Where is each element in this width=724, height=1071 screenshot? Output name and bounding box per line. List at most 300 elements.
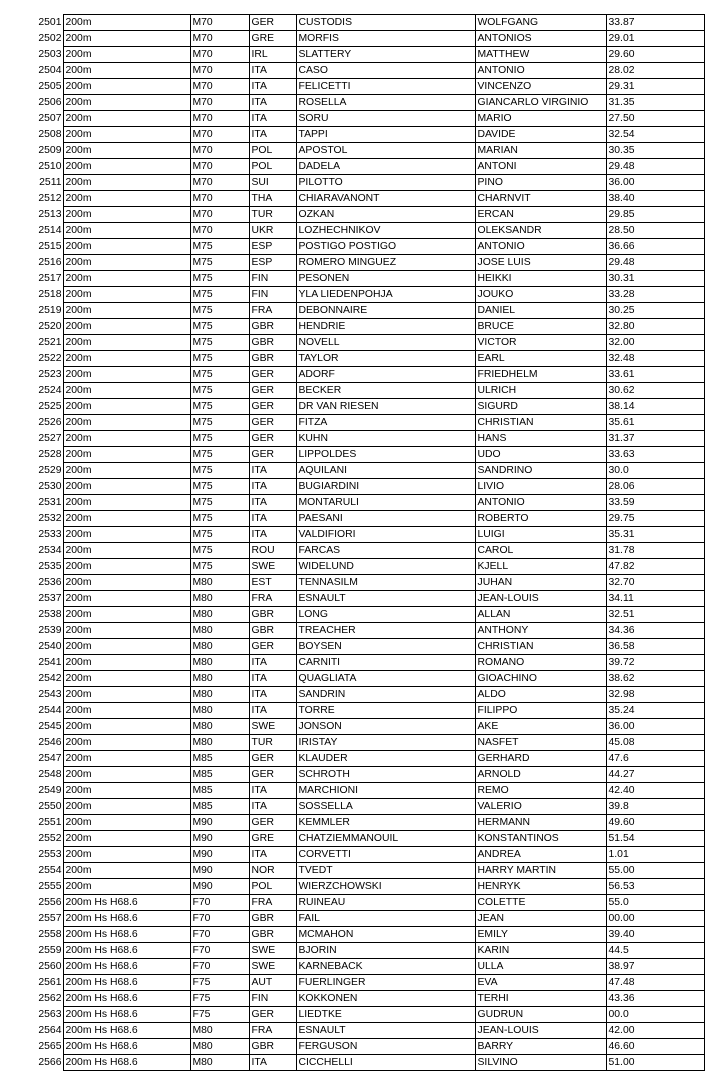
- category-cell: M70: [190, 127, 249, 143]
- nation-cell: ESP: [249, 239, 296, 255]
- surname-cell: BOYSEN: [296, 639, 475, 655]
- row-number: 2562: [38, 992, 62, 1004]
- event-cell: 200m: [63, 15, 190, 31]
- table-row: [0, 175, 704, 191]
- performance-cell: 29.60: [606, 47, 704, 63]
- first-name-cell: FRIEDHELM: [475, 367, 606, 383]
- surname-cell: KEMMLER: [296, 815, 475, 831]
- table-row: [0, 191, 704, 207]
- table-row: [0, 815, 704, 831]
- event-cell: 200m: [63, 719, 190, 735]
- performance-cell: 46.60: [606, 1039, 704, 1055]
- surname-cell: CORVETTI: [296, 847, 475, 863]
- event-cell: 200m Hs H68.6: [63, 1055, 190, 1071]
- row-number: 2520: [38, 320, 62, 332]
- category-cell: M75: [190, 415, 249, 431]
- row-number: 2551: [38, 816, 62, 828]
- row-number: 2539: [38, 624, 62, 636]
- first-name-cell: GIOACHINO: [475, 671, 606, 687]
- event-cell: 200m: [63, 623, 190, 639]
- first-name-cell: WOLFGANG: [475, 15, 606, 31]
- row-number: 2529: [38, 464, 62, 476]
- surname-cell: MCMAHON: [296, 927, 475, 943]
- category-cell: M80: [190, 575, 249, 591]
- event-cell: 200m: [63, 143, 190, 159]
- nation-cell: GER: [249, 815, 296, 831]
- event-cell: 200m: [63, 287, 190, 303]
- first-name-cell: ALDO: [475, 687, 606, 703]
- nation-cell: GBR: [249, 911, 296, 927]
- category-cell: M75: [190, 527, 249, 543]
- table-row: [0, 975, 704, 991]
- nation-cell: FIN: [249, 287, 296, 303]
- first-name-cell: ULRICH: [475, 383, 606, 399]
- surname-cell: FAIL: [296, 911, 475, 927]
- event-cell: 200m: [63, 543, 190, 559]
- event-cell: 200m: [63, 159, 190, 175]
- row-number: 2565: [38, 1040, 62, 1052]
- row-number: 2566: [38, 1056, 62, 1068]
- performance-cell: 33.87: [606, 15, 704, 31]
- surname-cell: DEBONNAIRE: [296, 303, 475, 319]
- row-number: 2548: [38, 768, 62, 780]
- row-number: 2557: [38, 912, 62, 924]
- nation-cell: ITA: [249, 799, 296, 815]
- category-cell: F70: [190, 959, 249, 975]
- nation-cell: POL: [249, 879, 296, 895]
- performance-cell: 47.48: [606, 975, 704, 991]
- category-cell: M70: [190, 191, 249, 207]
- category-cell: M85: [190, 783, 249, 799]
- first-name-cell: GUDRUN: [475, 1007, 606, 1023]
- surname-cell: FERGUSON: [296, 1039, 475, 1055]
- row-number: 2507: [38, 112, 62, 124]
- table-row: [0, 47, 704, 63]
- event-cell: 200m: [63, 831, 190, 847]
- nation-cell: GBR: [249, 319, 296, 335]
- nation-cell: GER: [249, 15, 296, 31]
- category-cell: M80: [190, 639, 249, 655]
- first-name-cell: TERHI: [475, 991, 606, 1007]
- category-cell: M90: [190, 863, 249, 879]
- category-cell: M80: [190, 1055, 249, 1071]
- performance-cell: 32.51: [606, 607, 704, 623]
- table-row: [0, 127, 704, 143]
- performance-cell: 27.50: [606, 111, 704, 127]
- first-name-cell: SILVINO: [475, 1055, 606, 1071]
- surname-cell: MONTARULI: [296, 495, 475, 511]
- row-number: 2512: [38, 192, 62, 204]
- surname-cell: KLAUDER: [296, 751, 475, 767]
- surname-cell: SOSSELLA: [296, 799, 475, 815]
- first-name-cell: HARRY MARTIN: [475, 863, 606, 879]
- surname-cell: BJORIN: [296, 943, 475, 959]
- surname-cell: SANDRIN: [296, 687, 475, 703]
- nation-cell: FIN: [249, 271, 296, 287]
- table-row: [0, 399, 704, 415]
- nation-cell: ITA: [249, 111, 296, 127]
- category-cell: M80: [190, 607, 249, 623]
- table-row: [0, 383, 704, 399]
- event-cell: 200m: [63, 863, 190, 879]
- table-row: [0, 1007, 704, 1023]
- first-name-cell: SIGURD: [475, 399, 606, 415]
- category-cell: F75: [190, 1007, 249, 1023]
- nation-cell: ITA: [249, 79, 296, 95]
- first-name-cell: JUHAN: [475, 575, 606, 591]
- row-number: 2504: [38, 64, 62, 76]
- row-number: 2543: [38, 688, 62, 700]
- first-name-cell: SANDRINO: [475, 463, 606, 479]
- table-row: [0, 31, 704, 47]
- surname-cell: MARCHIONI: [296, 783, 475, 799]
- event-cell: 200m: [63, 527, 190, 543]
- performance-cell: 32.00: [606, 335, 704, 351]
- surname-cell: APOSTOL: [296, 143, 475, 159]
- first-name-cell: CHARNVIT: [475, 191, 606, 207]
- nation-cell: ITA: [249, 1055, 296, 1071]
- table-row: [0, 79, 704, 95]
- row-number: 2515: [38, 240, 62, 252]
- first-name-cell: ANTONI: [475, 159, 606, 175]
- table-row: [0, 671, 704, 687]
- table-row: [0, 735, 704, 751]
- nation-cell: GER: [249, 367, 296, 383]
- performance-cell: 29.75: [606, 511, 704, 527]
- event-cell: 200m: [63, 47, 190, 63]
- performance-cell: 35.31: [606, 527, 704, 543]
- first-name-cell: ROMANO: [475, 655, 606, 671]
- nation-cell: FRA: [249, 303, 296, 319]
- row-number: 2505: [38, 80, 62, 92]
- first-name-cell: HANS: [475, 431, 606, 447]
- category-cell: M80: [190, 671, 249, 687]
- category-cell: M85: [190, 751, 249, 767]
- first-name-cell: EMILY: [475, 927, 606, 943]
- performance-cell: 31.35: [606, 95, 704, 111]
- performance-cell: 31.37: [606, 431, 704, 447]
- first-name-cell: JOUKO: [475, 287, 606, 303]
- first-name-cell: ANTONIOS: [475, 31, 606, 47]
- event-cell: 200m: [63, 351, 190, 367]
- surname-cell: TORRE: [296, 703, 475, 719]
- category-cell: M75: [190, 271, 249, 287]
- performance-cell: 29.48: [606, 255, 704, 271]
- nation-cell: ITA: [249, 847, 296, 863]
- nation-cell: GBR: [249, 1039, 296, 1055]
- performance-cell: 29.01: [606, 31, 704, 47]
- table-row: [0, 847, 704, 863]
- row-number: 2546: [38, 736, 62, 748]
- event-cell: 200m: [63, 559, 190, 575]
- surname-cell: LIEDTKE: [296, 1007, 475, 1023]
- performance-cell: 56.53: [606, 879, 704, 895]
- performance-cell: 28.06: [606, 479, 704, 495]
- table-row: [0, 767, 704, 783]
- category-cell: M70: [190, 95, 249, 111]
- surname-cell: ESNAULT: [296, 1023, 475, 1039]
- surname-cell: JONSON: [296, 719, 475, 735]
- first-name-cell: BRUCE: [475, 319, 606, 335]
- surname-cell: SLATTERY: [296, 47, 475, 63]
- first-name-cell: CHRISTIAN: [475, 639, 606, 655]
- surname-cell: POSTIGO POSTIGO: [296, 239, 475, 255]
- category-cell: F75: [190, 991, 249, 1007]
- table-row: [0, 63, 704, 79]
- event-cell: 200m: [63, 575, 190, 591]
- row-number: 2550: [38, 800, 62, 812]
- performance-cell: 43.36: [606, 991, 704, 1007]
- category-cell: M70: [190, 207, 249, 223]
- table-row: [0, 1039, 704, 1055]
- category-cell: M75: [190, 431, 249, 447]
- performance-cell: 36.00: [606, 719, 704, 735]
- event-cell: 200m: [63, 223, 190, 239]
- row-number: 2522: [38, 352, 62, 364]
- first-name-cell: ERCAN: [475, 207, 606, 223]
- surname-cell: QUAGLIATA: [296, 671, 475, 687]
- surname-cell: CUSTODIS: [296, 15, 475, 31]
- performance-cell: 29.31: [606, 79, 704, 95]
- surname-cell: OZKAN: [296, 207, 475, 223]
- first-name-cell: DAVIDE: [475, 127, 606, 143]
- first-name-cell: JOSE LUIS: [475, 255, 606, 271]
- category-cell: M75: [190, 495, 249, 511]
- row-number: 2526: [38, 416, 62, 428]
- first-name-cell: JEAN-LOUIS: [475, 591, 606, 607]
- surname-cell: TENNASILM: [296, 575, 475, 591]
- performance-cell: 33.59: [606, 495, 704, 511]
- first-name-cell: PINO: [475, 175, 606, 191]
- nation-cell: ROU: [249, 543, 296, 559]
- category-cell: M70: [190, 159, 249, 175]
- row-number: 2513: [38, 208, 62, 220]
- performance-cell: 55.0: [606, 895, 704, 911]
- row-number: 2561: [38, 976, 62, 988]
- first-name-cell: MATTHEW: [475, 47, 606, 63]
- surname-cell: KUHN: [296, 431, 475, 447]
- nation-cell: THA: [249, 191, 296, 207]
- category-cell: F75: [190, 975, 249, 991]
- table-row: [0, 575, 704, 591]
- performance-cell: 32.70: [606, 575, 704, 591]
- category-cell: M70: [190, 111, 249, 127]
- surname-cell: ESNAULT: [296, 591, 475, 607]
- category-cell: M70: [190, 31, 249, 47]
- category-cell: M80: [190, 1039, 249, 1055]
- performance-cell: 30.0: [606, 463, 704, 479]
- surname-cell: HENDRIE: [296, 319, 475, 335]
- table-row: [0, 255, 704, 271]
- performance-cell: 39.72: [606, 655, 704, 671]
- event-cell: 200m: [63, 463, 190, 479]
- nation-cell: SUI: [249, 175, 296, 191]
- row-number: 2524: [38, 384, 62, 396]
- first-name-cell: ANTHONY: [475, 623, 606, 639]
- performance-cell: 33.63: [606, 447, 704, 463]
- row-number: 2527: [38, 432, 62, 444]
- category-cell: F70: [190, 927, 249, 943]
- performance-cell: 30.25: [606, 303, 704, 319]
- row-number: 2554: [38, 864, 62, 876]
- event-cell: 200m: [63, 447, 190, 463]
- performance-cell: 39.8: [606, 799, 704, 815]
- category-cell: M70: [190, 47, 249, 63]
- category-cell: M75: [190, 559, 249, 575]
- first-name-cell: VINCENZO: [475, 79, 606, 95]
- event-cell: 200m Hs H68.6: [63, 975, 190, 991]
- surname-cell: ROMERO MINGUEZ: [296, 255, 475, 271]
- event-cell: 200m: [63, 495, 190, 511]
- surname-cell: PESONEN: [296, 271, 475, 287]
- table-row: [0, 623, 704, 639]
- performance-cell: 33.28: [606, 287, 704, 303]
- event-cell: 200m: [63, 63, 190, 79]
- surname-cell: ADORF: [296, 367, 475, 383]
- row-number: 2533: [38, 528, 62, 540]
- performance-cell: 30.31: [606, 271, 704, 287]
- category-cell: F70: [190, 895, 249, 911]
- category-cell: M75: [190, 287, 249, 303]
- nation-cell: SWE: [249, 559, 296, 575]
- first-name-cell: FILIPPO: [475, 703, 606, 719]
- surname-cell: LOZHECHNIKOV: [296, 223, 475, 239]
- performance-cell: 32.98: [606, 687, 704, 703]
- first-name-cell: KJELL: [475, 559, 606, 575]
- table-row: [0, 543, 704, 559]
- category-cell: M75: [190, 351, 249, 367]
- first-name-cell: CAROL: [475, 543, 606, 559]
- performance-cell: 00.0: [606, 1007, 704, 1023]
- surname-cell: FARCAS: [296, 543, 475, 559]
- surname-cell: SORU: [296, 111, 475, 127]
- category-cell: M80: [190, 719, 249, 735]
- event-cell: 200m: [63, 79, 190, 95]
- surname-cell: SCHROTH: [296, 767, 475, 783]
- performance-cell: 45.08: [606, 735, 704, 751]
- performance-cell: 35.24: [606, 703, 704, 719]
- surname-cell: WIDELUND: [296, 559, 475, 575]
- table-row: [0, 447, 704, 463]
- table-row: [0, 703, 704, 719]
- table-row: [0, 463, 704, 479]
- table-row: [0, 479, 704, 495]
- table-row: [0, 495, 704, 511]
- row-number: 2536: [38, 576, 62, 588]
- surname-cell: AQUILANI: [296, 463, 475, 479]
- first-name-cell: MARIO: [475, 111, 606, 127]
- row-number: 2506: [38, 96, 62, 108]
- event-cell: 200m Hs H68.6: [63, 1007, 190, 1023]
- row-number: 2517: [38, 272, 62, 284]
- category-cell: M85: [190, 767, 249, 783]
- performance-cell: 31.78: [606, 543, 704, 559]
- nation-cell: EST: [249, 575, 296, 591]
- nation-cell: TUR: [249, 735, 296, 751]
- nation-cell: UKR: [249, 223, 296, 239]
- surname-cell: CHATZIEMMANOUIL: [296, 831, 475, 847]
- category-cell: F70: [190, 911, 249, 927]
- event-cell: 200m Hs H68.6: [63, 927, 190, 943]
- nation-cell: GBR: [249, 927, 296, 943]
- table-row: [0, 207, 704, 223]
- table-row: [0, 511, 704, 527]
- table-row: [0, 431, 704, 447]
- event-cell: 200m: [63, 239, 190, 255]
- first-name-cell: EARL: [475, 351, 606, 367]
- event-cell: 200m: [63, 319, 190, 335]
- first-name-cell: HENRYK: [475, 879, 606, 895]
- event-cell: 200m: [63, 703, 190, 719]
- first-name-cell: CHRISTIAN: [475, 415, 606, 431]
- event-cell: 200m: [63, 607, 190, 623]
- event-cell: 200m: [63, 399, 190, 415]
- category-cell: M80: [190, 703, 249, 719]
- table-row: [0, 911, 704, 927]
- surname-cell: BUGIARDINI: [296, 479, 475, 495]
- row-number: 2544: [38, 704, 62, 716]
- event-cell: 200m: [63, 655, 190, 671]
- row-number: 2552: [38, 832, 62, 844]
- category-cell: M70: [190, 63, 249, 79]
- table-row: [0, 639, 704, 655]
- event-cell: 200m: [63, 175, 190, 191]
- performance-cell: 38.14: [606, 399, 704, 415]
- first-name-cell: DANIEL: [475, 303, 606, 319]
- surname-cell: YLA LIEDENPOHJA: [296, 287, 475, 303]
- row-number: 2511: [39, 176, 62, 188]
- table-row: [0, 527, 704, 543]
- event-cell: 200m: [63, 767, 190, 783]
- nation-cell: FRA: [249, 895, 296, 911]
- first-name-cell: ANTONIO: [475, 239, 606, 255]
- nation-cell: GER: [249, 639, 296, 655]
- category-cell: M75: [190, 399, 249, 415]
- results-table: [0, 14, 705, 1071]
- event-cell: 200m Hs H68.6: [63, 1023, 190, 1039]
- row-number: 2542: [38, 672, 62, 684]
- event-cell: 200m: [63, 783, 190, 799]
- row-number: 2549: [38, 784, 62, 796]
- first-name-cell: HEIKKI: [475, 271, 606, 287]
- surname-cell: TVEDT: [296, 863, 475, 879]
- performance-cell: 32.80: [606, 319, 704, 335]
- performance-cell: 49.60: [606, 815, 704, 831]
- table-row: [0, 335, 704, 351]
- category-cell: M75: [190, 383, 249, 399]
- event-cell: 200m: [63, 127, 190, 143]
- performance-cell: 42.00: [606, 1023, 704, 1039]
- surname-cell: KOKKONEN: [296, 991, 475, 1007]
- event-cell: 200m Hs H68.6: [63, 991, 190, 1007]
- nation-cell: ITA: [249, 95, 296, 111]
- table-row: [0, 159, 704, 175]
- row-number: 2516: [38, 256, 62, 268]
- table-row: [0, 879, 704, 895]
- category-cell: M80: [190, 687, 249, 703]
- event-cell: 200m: [63, 335, 190, 351]
- nation-cell: FRA: [249, 1023, 296, 1039]
- performance-cell: 36.00: [606, 175, 704, 191]
- surname-cell: RUINEAU: [296, 895, 475, 911]
- nation-cell: GBR: [249, 623, 296, 639]
- category-cell: M70: [190, 143, 249, 159]
- surname-cell: CICCHELLI: [296, 1055, 475, 1071]
- performance-cell: 29.85: [606, 207, 704, 223]
- nation-cell: POL: [249, 143, 296, 159]
- performance-cell: 30.35: [606, 143, 704, 159]
- first-name-cell: ARNOLD: [475, 767, 606, 783]
